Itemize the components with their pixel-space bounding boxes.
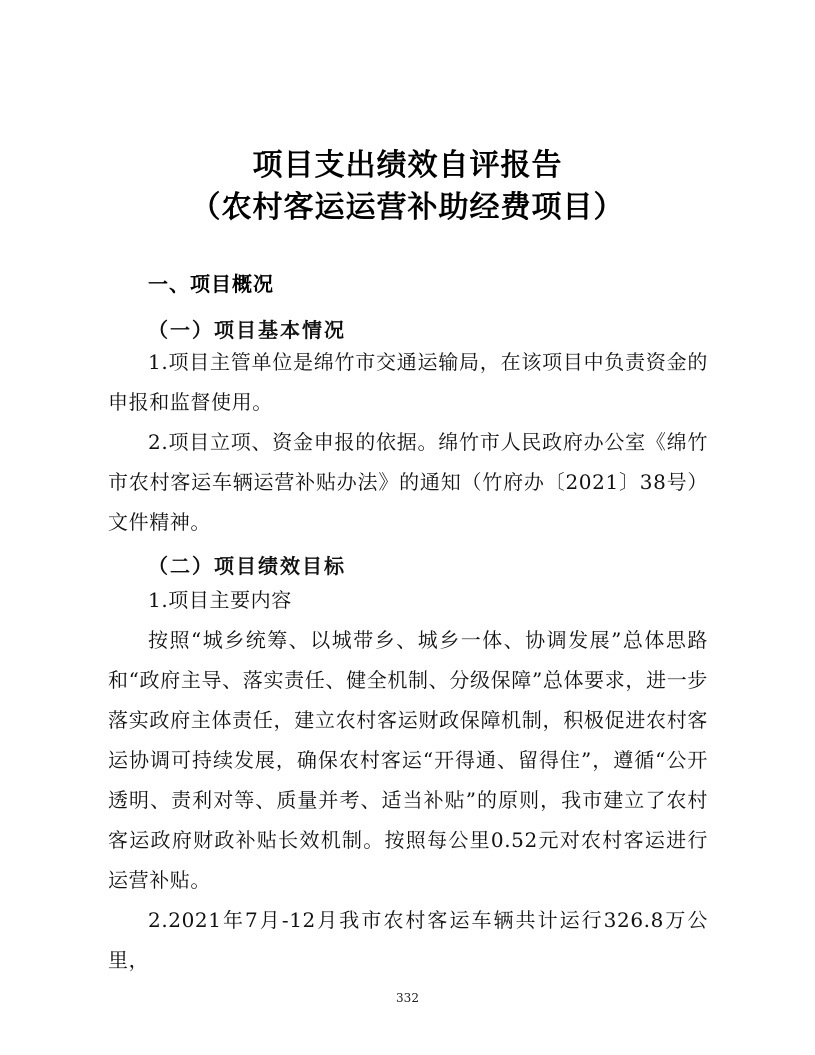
subsection-heading-performance-goals: （二）项目绩效目标 — [148, 554, 346, 578]
report-title: 项目支出绩效自评报告 — [252, 148, 563, 183]
paragraph-main-content-heading: 1.项目主要内容 — [148, 588, 292, 612]
subsection-heading-basic-info: （一）项目基本情况 — [148, 318, 346, 342]
paragraph-mileage: 2.2021年7月-12月我市农村客运车辆共计运行326.8万公里， — [108, 908, 708, 972]
paragraph-managing-unit: 1.项目主管单位是绵竹市交通运输局，在该项目中负责资金的申报和监督使用。 — [108, 350, 708, 414]
section-heading-overview: 一、项目概况 — [148, 272, 274, 296]
report-subtitle: （农村客运运营补助经费项目） — [190, 190, 625, 225]
paragraph-project-basis: 2.项目立项、资金申报的依据。绵竹市人民政府办公室《绵竹市农村客运车辆运营补贴办法》的通知（竹府办〔2021〕38号）文件精神。 — [108, 430, 708, 534]
paragraph-main-content: 按照“城乡统筹、以城带乡、城乡一体、协调发展”总体思路和“政府主导、落实责任、健全机制、分级保障”总体要求，进一步落实政府主体责任，建立农村客运财政保障机制，积极促进农村客运协调可持续发展，确保农村客运“开得通、留得住”，遵循“公开透明、责利对等、质量并考、适当补贴”的原则，我市建立了农村客运政府财政补贴长效机制。按照每公里0.52元对农村客运进行运营补贴。 — [108, 628, 708, 892]
page-number: 332 — [396, 991, 419, 1005]
